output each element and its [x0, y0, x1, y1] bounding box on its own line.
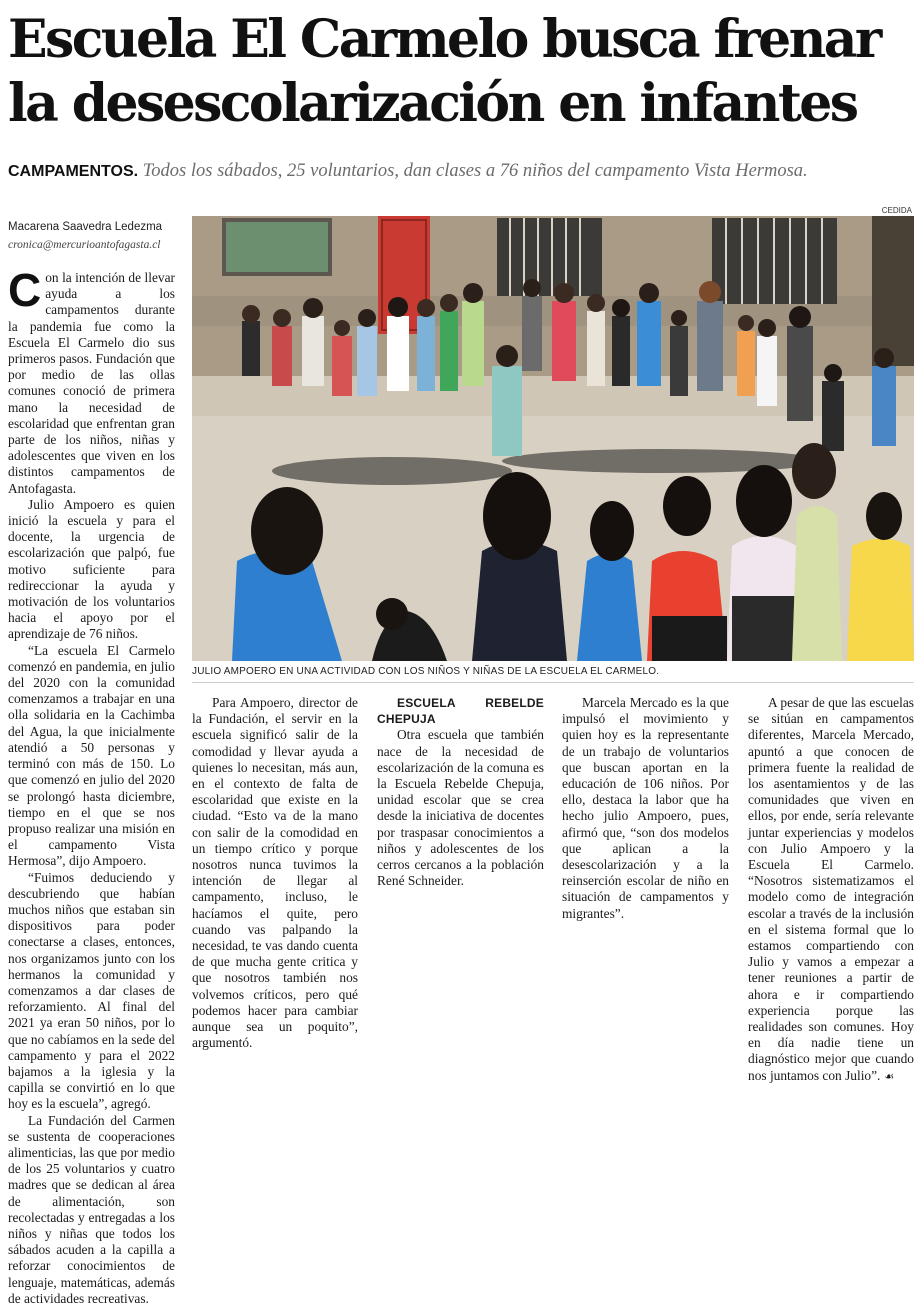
paragraph-6: Para Ampoero, director de la Fundación, el servir en la escuela significó salir de la comodidad y llevar ayuda a quienes lo necesitan, más aun, en el contexto de falta de escolaridad que existe en la ciudad. “Esto va de la mano con salir de la comodidad en un tiempo crítico y porque nosotros nunca tuvimos la intención de llegar al campamento, incluso, le hacíamos el quite, pero cuando vas palpando la necesidad, te vas dando cuenta de que mucha gente critica y que nosotros también nos volvemos críticos, pero qué podemos hacer para cambiar aunque sea un poquito”, argumentó.: [192, 695, 358, 1051]
paragraph-5: La Fundación del Carmen se sustenta de cooperaciones alimenticias, las que por medio de los 25 voluntarios y cuatro madres que se dedican al área de alimentación, son recolectadas y entregadas a los niños y niñas que todos los sábados acuden a la capilla a reforzar conocimientos de lenguaje, matemáticas, además de actividades recreativas.: [8, 1112, 175, 1306]
paragraph-2: Julio Ampoero es quien inició la escuela y para el docente, la urgencia de escolarización que palpó, fue motivo suficiente para redireccionar la ayuda y motivación de los voluntarios hacia el apoyo por el aprendizaje de 76 niños.: [8, 496, 175, 642]
subhead-deck: Todos los sábados, 25 voluntarios, dan clases a 76 niños del campamento Vista Hermosa.: [142, 161, 808, 181]
paragraph-3: “La escuela El Carmelo comenzó en pandemia, en julio del 2020 con la comunidad comenzamos a trabajar en una olla solidaria en la Cachimba del Agua, la que inicialmente atendió a 50 personas y terminó con más de 150. Lo que comenzó en julio del 2020 se prolongó hasta diciembre, tiempo en el que se nos propuso realizar una misión en el campamento Vista Hermosa”, dijo Ampoero.: [8, 642, 175, 869]
headline: Escuela El Carmelo busca frenar la desescolarización en infantes: [8, 9, 880, 134]
photo-caption: JULIO AMPOERO EN UNA ACTIVIDAD CON LOS NIÑOS Y NIÑAS DE LA ESCUELA EL CARMELO.: [192, 666, 660, 677]
crosshead: ESCUELA REBELDE CHEPUJA: [377, 696, 544, 727]
paragraph-1: Con la intención de llevar ayuda a los campamentos durante la pandemia fue como la Escuela El Carmelo dio sus primeros pasos. Fundación que por medio de las ollas comunes conoció de primera mano la necesidad de escolaridad que enfrentan gran parte de los niños, niñas y adolescentes que viven en los distintos campamentos de Antofagasta.: [8, 264, 175, 496]
paragraph-8: Marcela Mercado es la que impulsó el movimiento y quien hoy es la representante de un trabajo de voluntarios que buscan aportan en la educación de 106 niños. Por ello, destaca la labor que ha hecho julio Ampoero, pues, afirmó que, “son dos modelos que aplican a la desescolarización y a la reinserción escolar de niño en situación de campamentos y migrantes”.: [562, 695, 729, 921]
byline-author: Macarena Saavedra Ledezma: [8, 221, 163, 233]
end-mark-icon: ☙: [884, 1069, 895, 1083]
article-column-2: [192, 695, 358, 1165]
caption-rule: [192, 682, 914, 683]
paragraph-7: Otra escuela que también nace de la necesidad de escolarización de la comuna es la Escuela Rebelde Chepuja, unidad escolar que se crea desde la iniciativa de docentes por traspasar conocimientos a niños y adolescentes de los cerros cercanos a la población René Schneider.: [377, 727, 544, 889]
paragraph-4: “Fuimos deduciendo y descubriendo que habían muchos niños que estaban sin dispositivos para poder conectarse a clases, entonces, nos organizamos junto con los hermanos la comunidad y comenzamos a dar clases de reforzamiento. Al final del 2021 ya eran 50 niños, por lo que no cabíamos en la sede del campamento y para el 2022 bajamos a la iglesia y la capilla se convirtió en lo que hoy es la escuela”, agregó.: [8, 869, 175, 1112]
article-column-5: [748, 695, 914, 1165]
drop-cap: C: [8, 264, 42, 316]
subhead-kicker: CAMPAMENTOS.: [8, 163, 139, 180]
article-column-3: [377, 695, 544, 1165]
paragraph-9: A pesar de que las escuelas se sitúan en campamentos diferentes, Marcela Mercado, apuntó a que conocen de primera fuente la realidad de los asentamientos y de las comunidades que viven en ellos, por ende, sería relevante juntar experiencias y modelos con Julio Ampoero y la Escuela El Carmelo. “Nosotros sistematizamos el modelo como de integración escolar a través de la inclusión en el sistema formal que lo estamos compartiendo con Julio y vamos a empezar a tener reuniones a partir de ahora e ir compartiendo experiencia porque las realidades son comunes. Hoy en día nadie tiene un diagnóstico mejor que cuando nos juntamos con Julio”. ☙: [748, 695, 914, 1083]
photo-credit: CEDIDA: [881, 206, 912, 215]
byline-email: cronica@mercurioantofagasta.cl: [8, 239, 161, 251]
subhead: [8, 161, 914, 185]
article-column-1: [8, 264, 175, 1306]
byline: [8, 220, 183, 253]
article-photo: [192, 216, 914, 661]
article-column-4: [562, 695, 729, 1165]
